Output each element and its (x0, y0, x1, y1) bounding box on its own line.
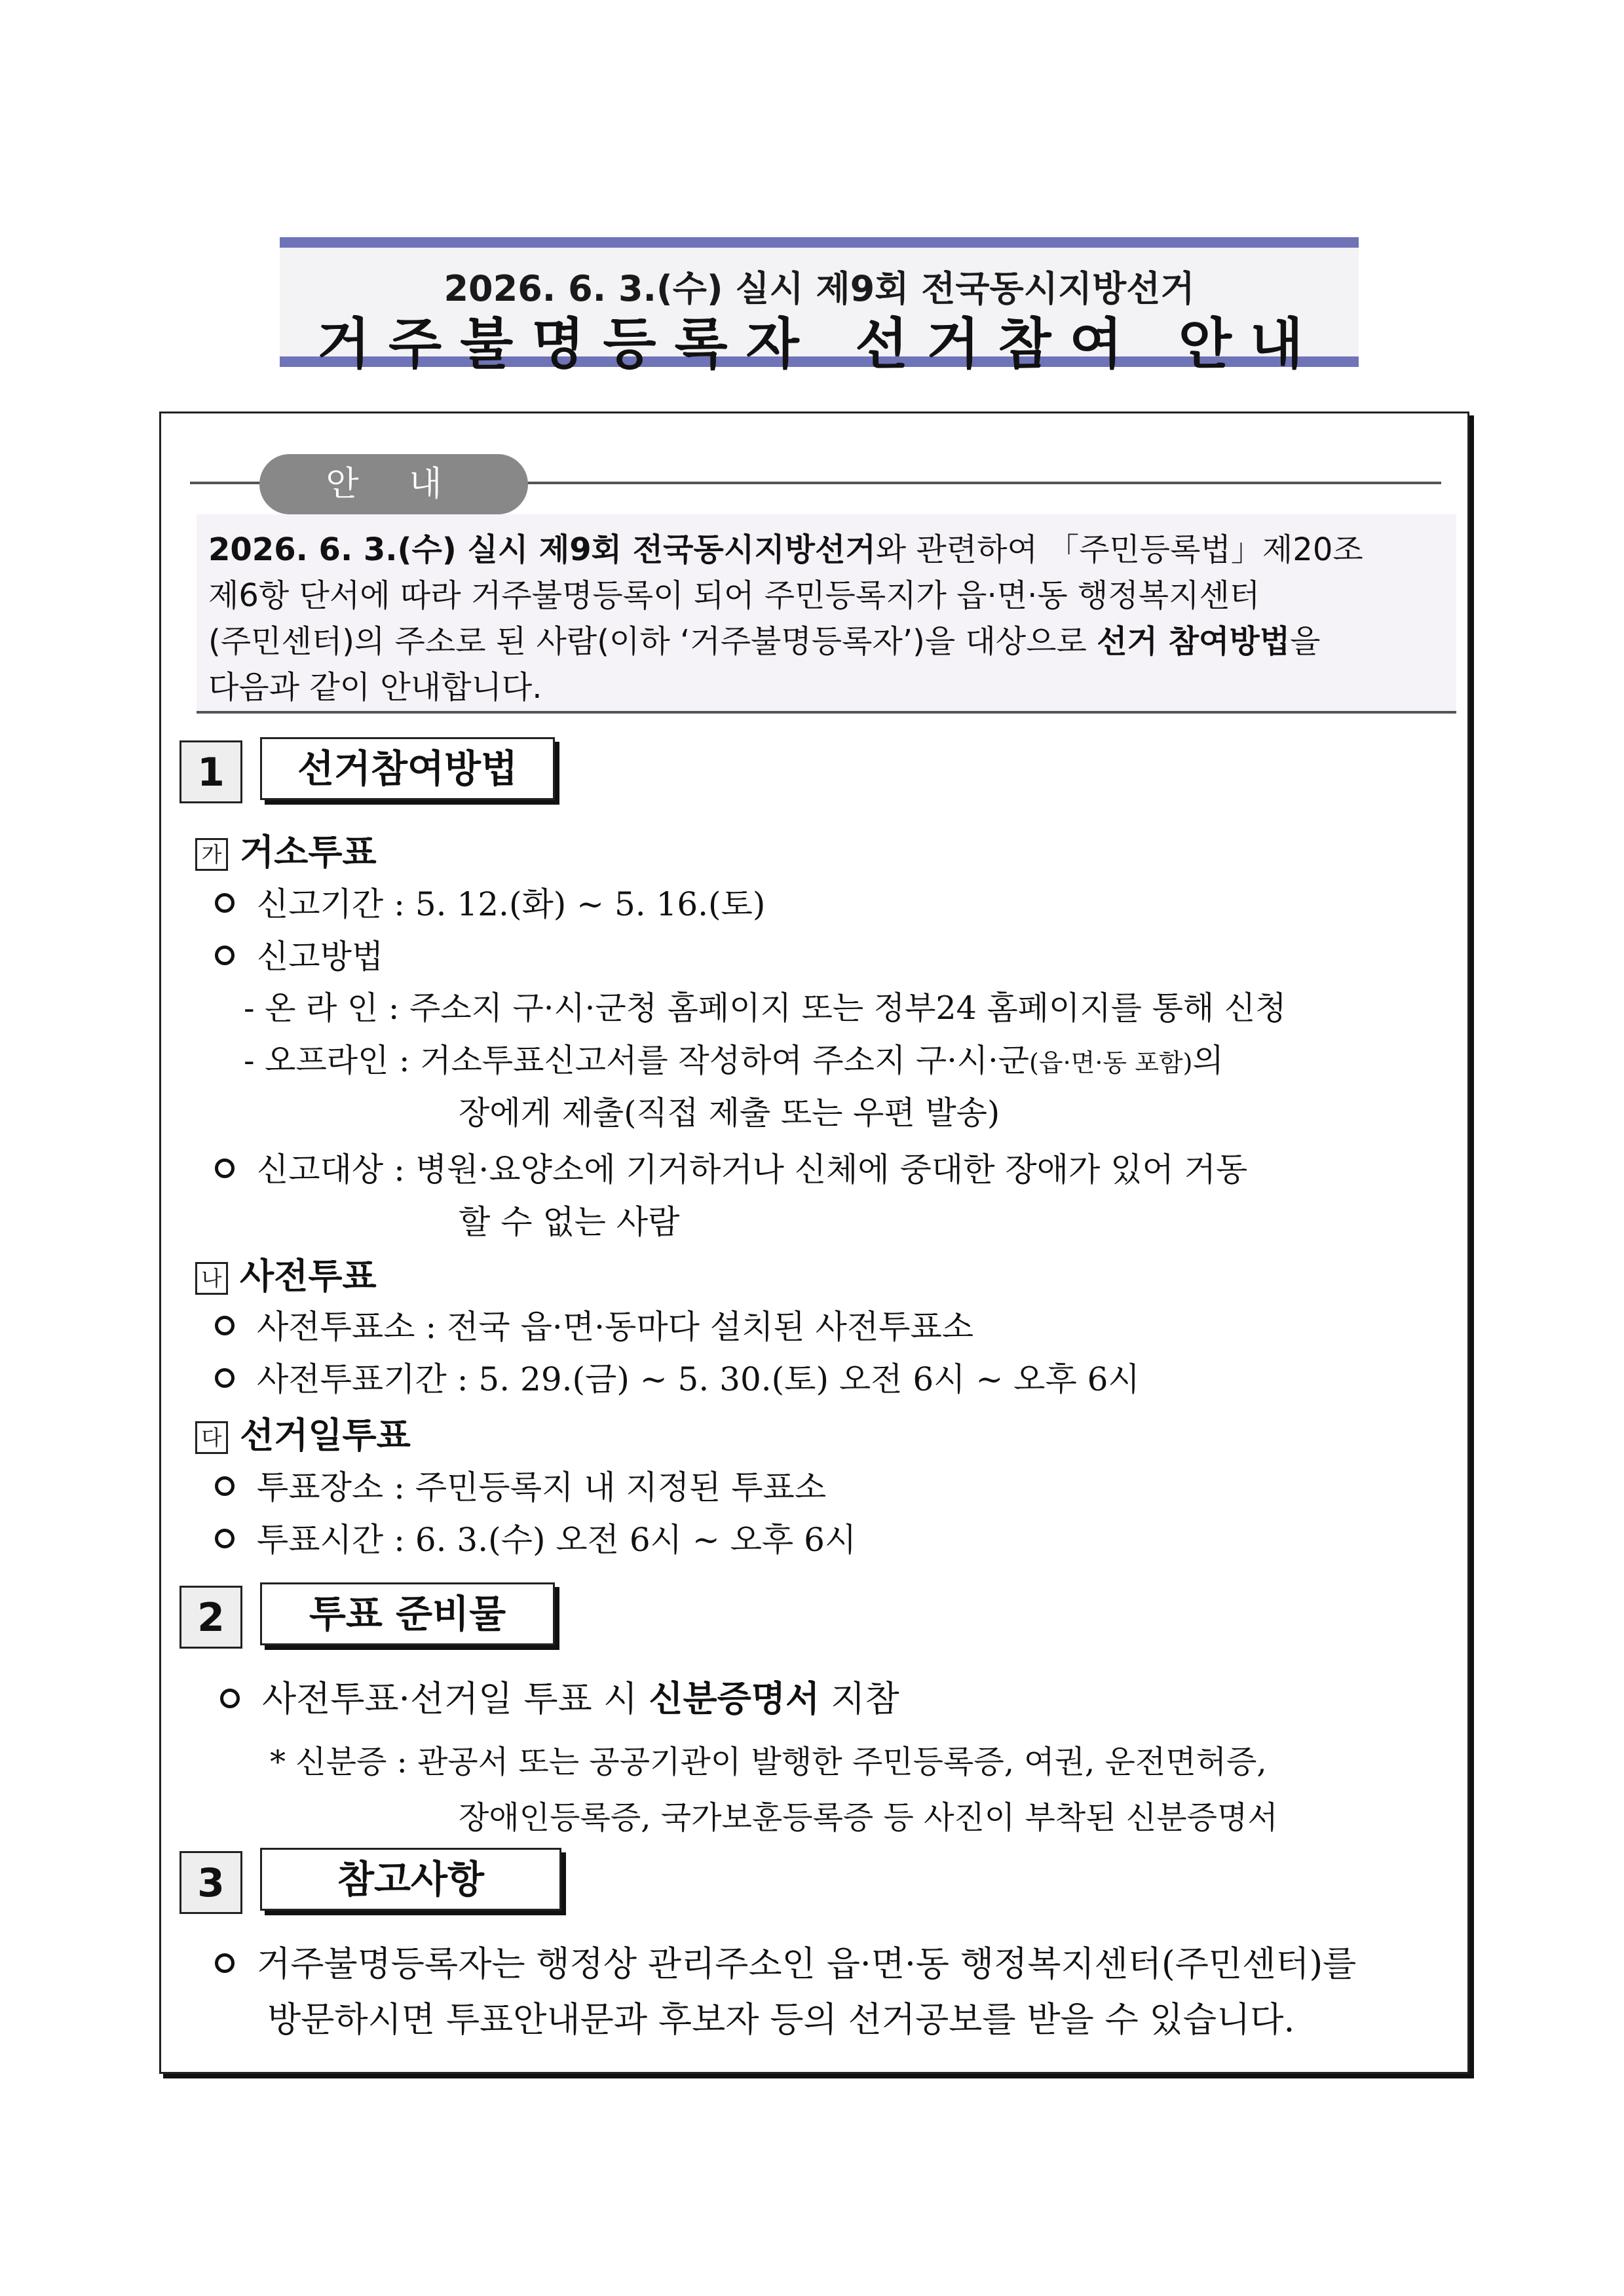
note: * 신분증 : 관공서 또는 공공기관이 발행한 주민등록증, 여권, 운전면허증, (270, 1744, 1267, 1780)
subsection-title: 거소투표 (240, 832, 377, 873)
intro-text: (주민센터)의 주소로 된 사람(이하 ‘거주불명등록자’)을 대상으로 (208, 623, 1097, 660)
intro-highlight: 선거 참여방법 (1097, 623, 1291, 660)
sub-item: - 온 라 인 : 주소지 구·시·군청 홈페이지 또는 정부24 홈페이지를 통해 신청 (244, 989, 1287, 1027)
list-item (215, 1514, 856, 1561)
sub-item-continued: 장에게 제출(직접 제출 또는 우편 발송) (459, 1094, 1000, 1132)
list-item-text: 사전투표소 : 전국 읍·면·동마다 설치된 사전투표소 (257, 1308, 974, 1346)
list-item-text: 신고대상 : 병원·요양소에 기거하거나 신체에 중대한 장애가 있어 거동 (257, 1151, 1248, 1189)
election-subtitle: 2026. 6. 3.(수) 실시 제9회 전국동시지방선거 (444, 268, 1195, 309)
subsection-title: 선거일투표 (240, 1415, 411, 1456)
list-item-text: 사전투표기간 : 5. 29.(금) ~ 5. 30.(토) 오전 6시 ~ 오후 6시 (257, 1360, 1140, 1398)
section-title: 투표 준비물 (260, 1582, 555, 1645)
list-item (215, 930, 383, 978)
circle-bullet-icon (215, 1158, 235, 1178)
section-number: 2 (179, 1586, 242, 1649)
boxed-letter-icon: 나 (195, 1262, 228, 1295)
circle-bullet-icon (215, 1953, 235, 1973)
list-item-highlight: 신분증명서 (649, 1678, 820, 1719)
circle-bullet-icon (220, 1689, 240, 1708)
intro-line-1 (208, 524, 1363, 569)
circle-bullet-icon (215, 1529, 235, 1548)
subsection-title: 사전투표 (240, 1255, 377, 1297)
circle-bullet-icon (215, 1476, 235, 1496)
frame-shadow (1469, 415, 1474, 2078)
list-item-continued: 할 수 없는 사람 (459, 1203, 680, 1241)
intro-line-2: 제6항 단서에 따라 거주불명등록이 되어 주민등록지가 읍·면·동 행정복지센터 (208, 577, 1260, 614)
intro-text: 와 관련하여 「주민등록법」제20조 (875, 531, 1363, 568)
subsection-heading (195, 824, 377, 875)
list-item (215, 1301, 973, 1348)
intro-text: 을 (1290, 623, 1321, 660)
list-item (215, 1936, 1356, 1986)
note-continued: 장애인등록증, 국가보훈등록증 등 사진이 부착된 신분증명서 (459, 1799, 1278, 1836)
sub-item-text: 의 (1192, 1042, 1224, 1079)
list-item-text: 사전투표·선거일 투표 시 (262, 1678, 649, 1719)
circle-bullet-icon (215, 946, 235, 965)
intro-line-3 (208, 616, 1320, 661)
boxed-letter-icon: 가 (195, 838, 228, 871)
boxed-letter-icon: 다 (195, 1421, 228, 1454)
list-item-text: 신고방법 (257, 938, 384, 976)
list-item (215, 878, 765, 925)
sub-item-note: (읍·면·동 포함) (1029, 1048, 1193, 1077)
section-number: 1 (179, 740, 242, 803)
intro-highlight: 2026. 6. 3.(수) 실시 제9회 전국동시지방선거 (208, 531, 876, 568)
frame-shadow (163, 2074, 1474, 2078)
list-item (215, 1143, 1247, 1191)
section-number: 3 (179, 1851, 242, 1914)
title-banner (280, 237, 1359, 376)
list-item-text: 신고기간 : 5. 12.(화) ~ 5. 16.(토) (257, 885, 766, 923)
list-item (220, 1671, 899, 1721)
guide-label: 안 내 (259, 454, 528, 514)
list-item-continued: 방문하시면 투표안내문과 후보자 등의 선거공보를 받을 수 있습니다. (267, 2000, 1295, 2040)
sub-item (244, 1035, 1224, 1081)
intro-line-4: 다음과 같이 안내합니다. (208, 669, 542, 706)
list-item-text: 거주불명등록자는 행정상 관리주소인 읍·면·동 행정복지센터(주민센터)를 (257, 1944, 1357, 1984)
list-item-text: 지참 (820, 1678, 899, 1719)
subsection-heading (195, 1248, 377, 1299)
subsection-heading (195, 1407, 411, 1458)
circle-bullet-icon (215, 1368, 235, 1388)
list-item (215, 1461, 826, 1508)
sub-item-text: - 오프라인 : 거소투표신고서를 작성하여 주소지 구·시·군 (244, 1042, 1030, 1079)
list-item (215, 1353, 1140, 1400)
section-title: 선거참여방법 (260, 737, 555, 800)
list-item-text: 투표장소 : 주민등록지 내 지정된 투표소 (257, 1468, 827, 1506)
circle-bullet-icon (215, 893, 235, 913)
section-title: 참고사항 (260, 1848, 561, 1911)
page-title: 거주불명등록자 선거참여 안내 (316, 312, 1322, 376)
list-item-text: 투표시간 : 6. 3.(수) 오전 6시 ~ 오후 6시 (257, 1521, 857, 1559)
circle-bullet-icon (215, 1316, 235, 1335)
